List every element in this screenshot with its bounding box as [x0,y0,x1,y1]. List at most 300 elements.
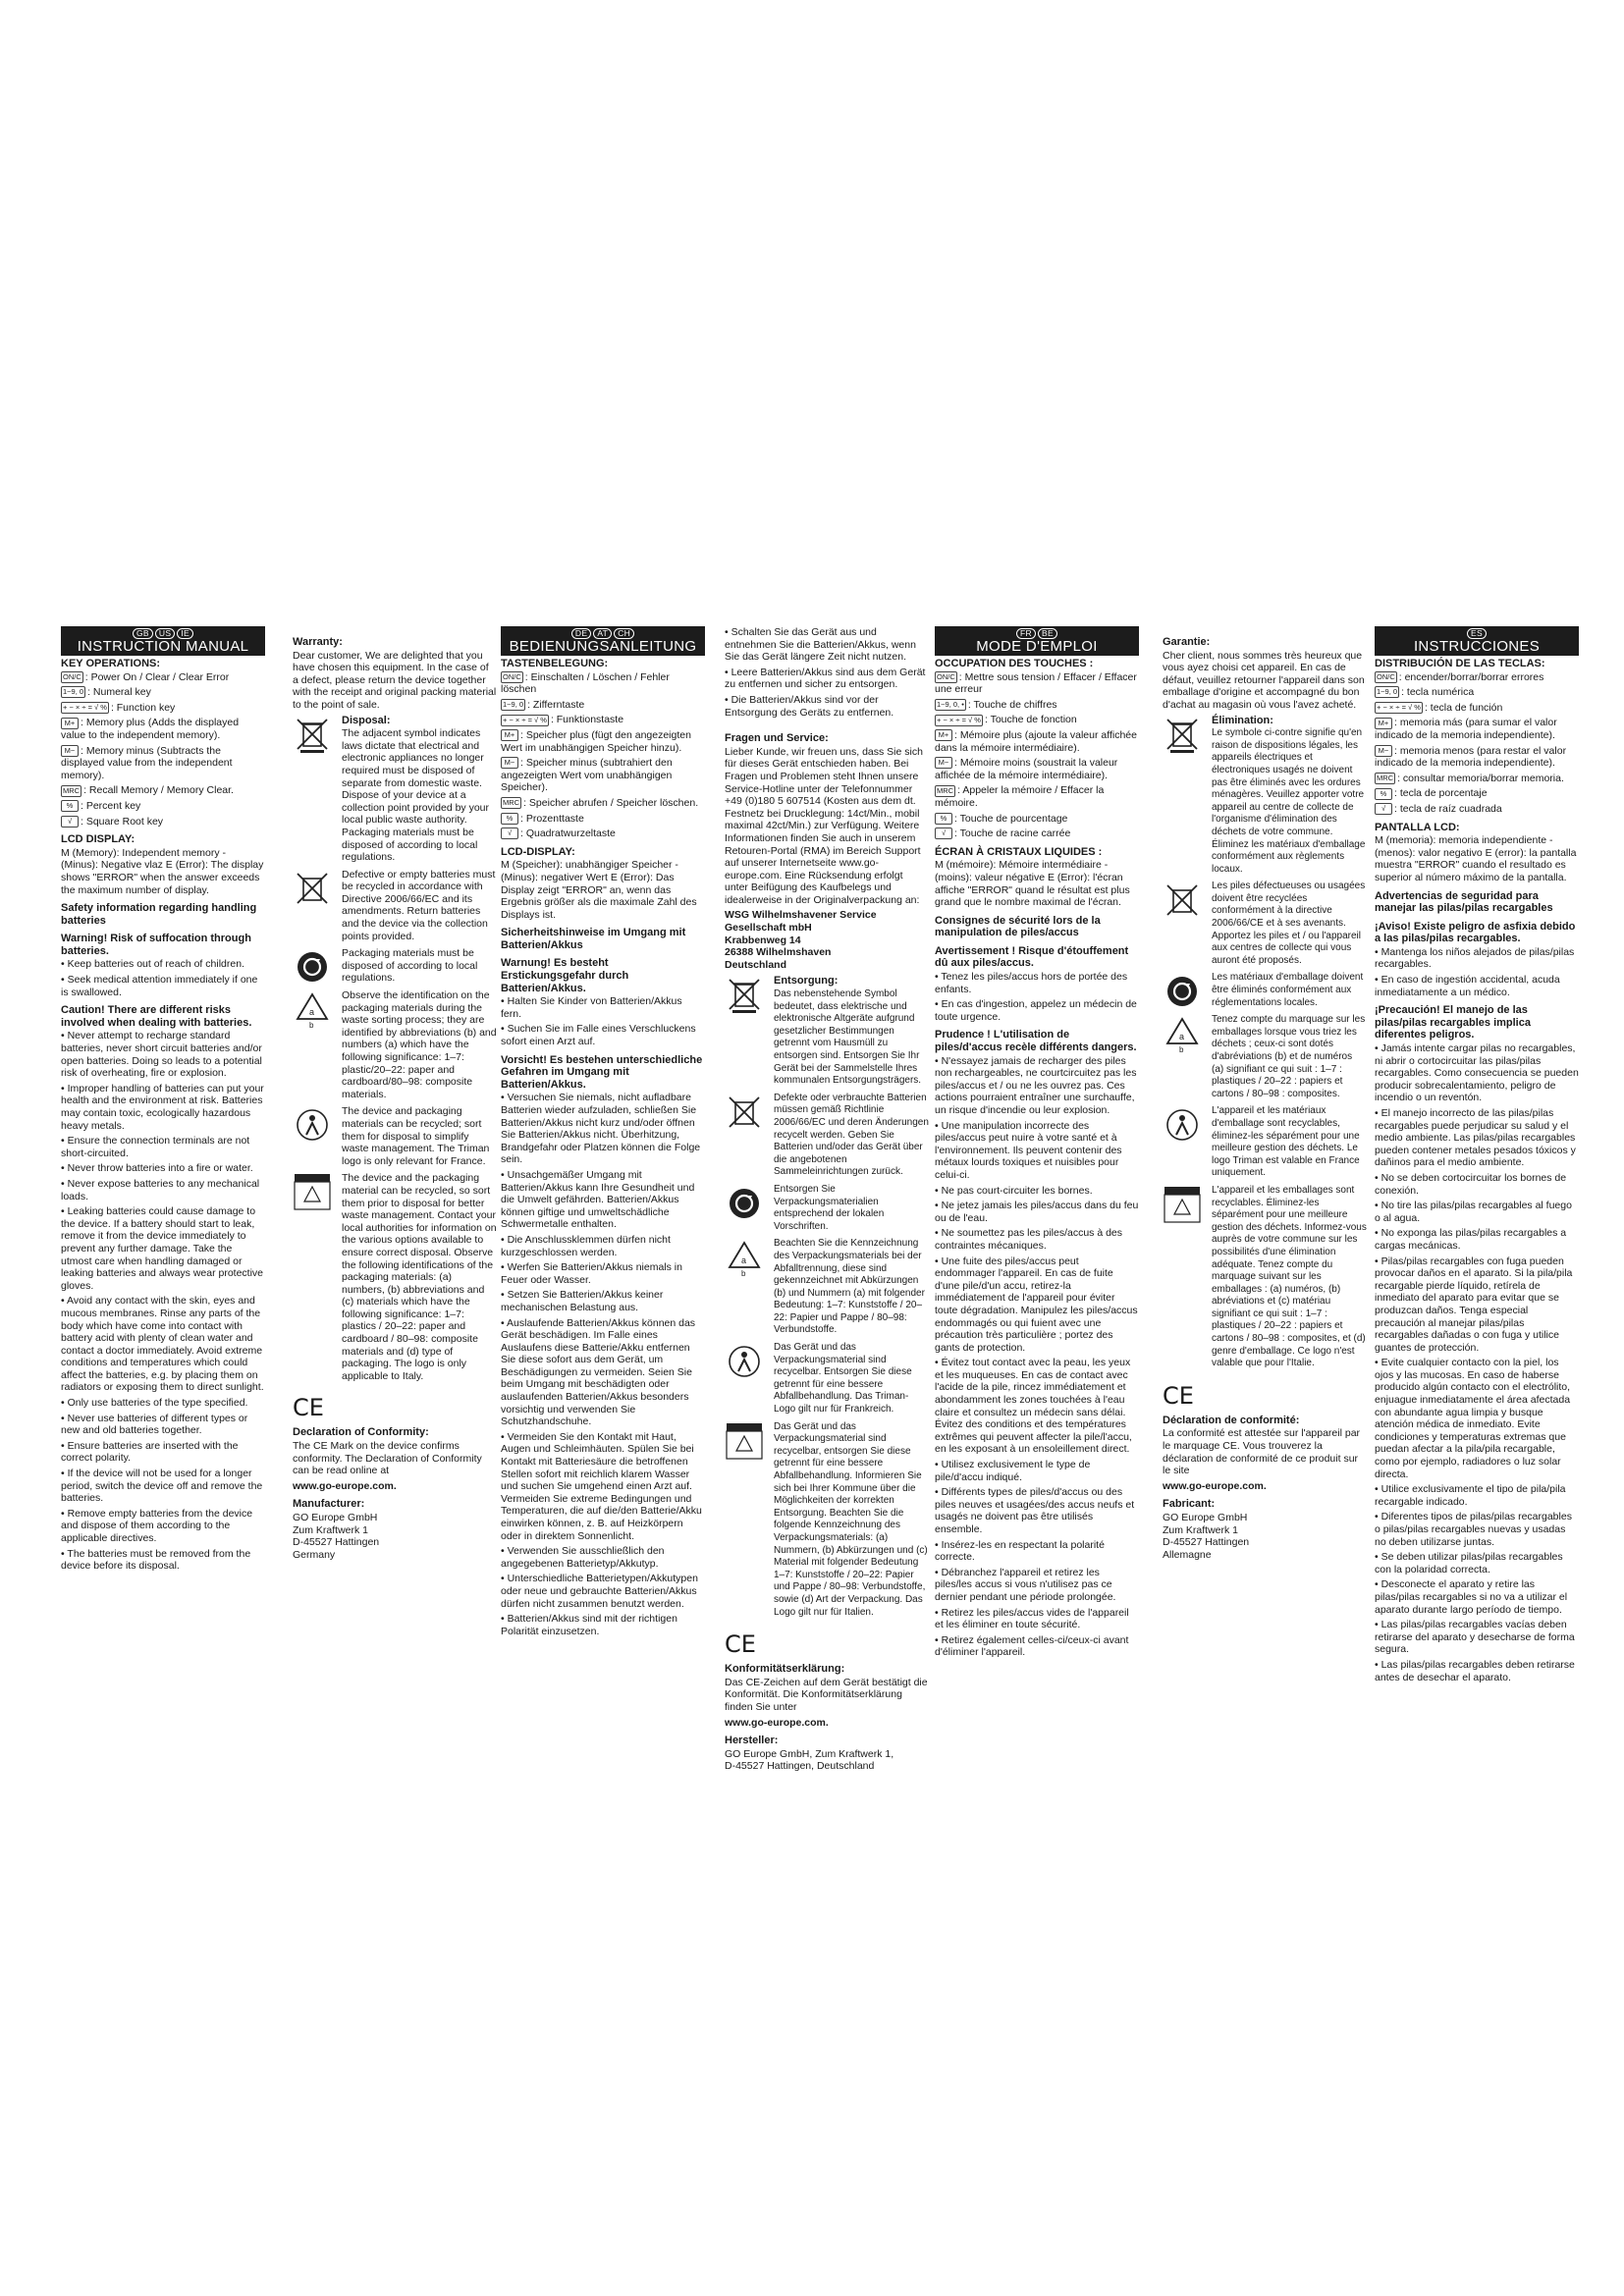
key-icon: MRC [503,798,520,808]
battery-text: Les piles défectueuses ou usagées doivent être recyclées conformément à la directive 2006/66/CE et à ses avenants. Apportez les piles et / ou l'appareil aux centres de collecte qui vous auront été proposés. [1212,881,1366,966]
triman-icon [725,1342,770,1379]
bullet-item: • Improper handling of batteries can put your health and the environment at risk. Batteries may contain toxic, ecologically hazardous heavy metals. [61,1082,264,1132]
key-icon: M− [935,757,952,769]
key-description: : encender/borrar/borrar errores [1398,670,1544,683]
manufacturer-line: GO Europe GmbH [293,1512,378,1523]
flag-badge: ES [1467,628,1487,639]
bullet-item: • Avoid any contact with the skin, eyes and mucous membranes. Rinse any parts of the body which have come into contact with battery acid with plenty of clean water and contact a doctor immediately. Avoid extreme conditions and temperatures which could affect the batteries, e.g. by placing them on radiators or exposing them to direct sunlight. [61,1295,264,1394]
bullet-item: • Tenez les piles/accus hors de portée des enfants. [935,971,1128,995]
bullet-item: • Pilas/pilas recargables con fuga pueden provocar daños en el aparato. Si la pila/pila recargable pierde líquido, retírela de inmediato del aparato para evitar que se produzcan daños. Tenga especial precaución al manejar pilas/pilas recargables dañadas o con fuga y utilice guantes de protección. [1375,1255,1573,1354]
flag-badge: FR [1016,628,1036,639]
column-german-disposal [725,626,929,1773]
manufacturer-line: Zum Kraftwerk 1 [293,1523,369,1536]
bullet-item: • Seek medical attention immediately if one is swallowed. [61,974,258,998]
bullet-item: • If the device will not be used for a longer period, switch the device off and remove the batteries. [61,1468,263,1505]
lcd-text: M (memoria): memoria independiente - (menos): valor negativo E (error): la pantalla muestra "ERROR" cuando el resultado es superior al número máximo de la pantalla. [1375,834,1577,883]
key-line [501,828,705,840]
manufacturer-line: Allemagne [1163,1548,1212,1561]
italy-row [293,1172,497,1385]
battery-text: Defective or empty batteries must be recycled in accordance with Directive 2006/66/EC and its amendments. Return batteries and the device via the collection points provided. [342,868,496,942]
disposal-heading: Élimination: [1212,714,1273,726]
header-band [1375,626,1579,656]
key-description: : Memory minus (Subtracts the displayed value from the independent memory). [61,744,233,781]
conformity-heading: Declaration of Conformity: [293,1426,429,1439]
key-icon: M− [1375,745,1392,757]
key-description: : Touche de fonction [984,714,1077,726]
bullet-item: • Never throw batteries into a fire or water. [61,1162,253,1175]
key-description: : Touche de pourcentage [954,812,1068,825]
bullet-item: • Never attempt to recharge standard batteries, never short circuit batteries and/or open batteries. Doing so leads to a potential risk of overheating, fire or explosion. [61,1030,262,1080]
key-icon: MRC [937,785,954,795]
service-heading: Fragen und Service: [725,732,829,745]
flag-badge: IE [177,628,193,639]
key-operations-heading: TASTENBELEGUNG: [501,658,609,669]
bullet-item: • Ne soumettez pas les piles/accus à des contraintes mécaniques. [935,1227,1123,1252]
key-line [501,757,705,794]
key-description: : Mémoire moins (soustrait la valeur affichée de la mémoire intermédiaire). [935,757,1118,781]
key-line [501,671,705,696]
key-icon: √ [935,828,952,839]
bullet-item: • Ne jetez jamais les piles/accus dans du feu ou de l'eau. [935,1200,1139,1224]
column-french-disposal [1163,626,1367,1561]
key-description: : Touche de chiffres [967,698,1057,711]
key-line [1375,773,1579,785]
battery-row [293,869,497,946]
bullet-item: • Retirez les piles/accus vides de l'appareil et les éliminer en toute sécurité. [935,1606,1129,1631]
recycling-loop-icon [1163,972,1208,1009]
disposal-row [725,975,929,1090]
key-description: : Speicher plus (fügt den angezeigten Wert im unabhängigen Speicher hinzu). [501,728,691,754]
caution-heading: Caution! There are different risks involved when dealing with batteries. [61,1004,252,1029]
triman-icon [293,1105,338,1143]
ce-mark-icon: CE [1163,1381,1194,1410]
conformity-link[interactable]: www.go-europe.com. [293,1479,397,1492]
key-line [61,686,265,699]
bullet-item: • Leere Batterien/Akkus sind aus dem Gerät zu entfernen und sicher zu entsorgen. [725,666,926,691]
key-line [935,671,1139,696]
battery-bin-icon [1163,881,1208,918]
packaging-text: Les matériaux d'emballage doivent être éliminés conformément aux réglementations locales. [1212,972,1364,1008]
column-english-disposal [293,626,497,1561]
flag-badge: DE [571,628,591,639]
key-icon: 1~9, 0 [63,687,84,697]
bullet-item: • Die Anschlussklemmen dürfen nicht kurzgeschlossen werden. [501,1233,671,1258]
conformity-heading: Konformitätserklärung: [725,1663,845,1676]
manufacturer-line: Germany [293,1548,336,1561]
bullet-item: • Retirez également celles-ci/ceux-ci avant d'éliminer l'appareil. [935,1633,1129,1659]
bullet-item: • El manejo incorrecto de las pilas/pilas recargables puede perjudicar su salud y el medio ambiente. Las pilas/pilas recargables pueden contener metales pesados tóxicos y dañinos para el medio ambiente. [1375,1107,1576,1169]
italy-text: L'appareil et les emballages sont recyclables. Éliminez-les séparément pour une meilleure gestion des déchets. Informez-vous auprès de votre commune sur les possibilités d'une élimination adéquate. Tenez compte du marquage suivant sur les emballages : (a) numéros, (b) abréviations et (c) matériau signifiant ce qui suit : 1–7 : plastiques / 20–22 : papiers et cartons / 80–98 : composites, et (d) genre d'emballage. Ce logo n'est valable que pour l'Italie. [1212,1184,1367,1369]
bullet-item: • Se deben utilizar pilas/pilas recargables con la polaridad correcta. [1375,1551,1563,1575]
section-title: BEDIENUNGSANLEITUNG [509,638,697,655]
key-icon: % [1375,788,1392,800]
key-line [501,729,705,754]
key-line [1375,745,1579,770]
key-description: : Speicher minus (subtrahiert den angezeigten Wert vom unabhängigen Speicher). [501,757,673,794]
flag-badge: US [155,628,175,639]
key-description: : Quadratwurzeltaste [520,828,616,840]
key-icon: √ [61,816,79,828]
key-line [1375,803,1579,816]
bullet-item: • Débranchez l'appareil et retirez les piles/les accus si vous n'utilisez pas ce dernier pendant une période prolongée. [935,1566,1116,1603]
bullet-item: • Versuchen Sie niemals, nicht aufladbare Batterien wieder aufzuladen, schließen Sie Batterien/Akkus nicht kurz und/oder öffnen Sie Batterien/Akkus nicht. Überhitzung, Brandgefahr oder Platzen können die Folge sein. [501,1092,701,1166]
key-description: : tecla de función [1424,701,1503,714]
triman-icon [1163,1105,1208,1143]
conformity-link[interactable]: www.go-europe.com. [1163,1479,1267,1492]
flag-badge: CH [614,628,634,639]
key-description: : Zifferntaste [527,698,585,711]
bullet-item: • Utilice exclusivamente el tipo de pila/pila recargable indicado. [1375,1483,1566,1508]
packaging-text: Entsorgen Sie Verpackungsmaterialien entsprechend der lokalen Vorschriften. [774,1183,885,1232]
triman-row [293,1105,497,1170]
service-address-line: Gesellschaft mbH [725,922,812,934]
manufacturer-line: D-45527 Hattingen, Deutschland [725,1760,875,1773]
italy-row [725,1421,929,1623]
section-title: INSTRUCCIONES [1413,638,1541,655]
battery-bin-icon [725,1093,770,1130]
warranty-heading: Garantie: [1163,636,1211,648]
bullet-item: • No exponga las pilas/pilas recargables a cargas mecánicas. [1375,1227,1567,1252]
key-description: : Percent key [81,799,141,812]
bullet-item: • Vermeiden Sie den Kontakt mit Haut, Augen und Schleimhäuten. Spülen Sie bei Kontakt mit Batteriesäure die betroffenen Stellen sofort mit reichlich klarem Wasser und suchen Sie umgehend einen Arzt auf. Vermeiden Sie extreme Bedingungen und Temperaturen, die auf die/den Batterie/Akku einwirken können, z. B. auf Heizkörpern oder in direktem Sonnenlicht. [501,1430,702,1542]
recycling-loop-icon [293,947,338,985]
key-description: : Mémoire plus (ajoute la valeur affichée dans la mémoire intermédiaire). [935,728,1137,754]
svg-text:b: b [1179,1045,1184,1054]
key-description: : Mettre sous tension / Effacer / Effacer une erreur [935,670,1137,696]
bullet-item: • Never expose batteries to any mechanical loads. [61,1177,260,1202]
column-german-manual [501,626,705,1640]
disposal-text: Le symbole ci-contre signifie qu'en raison de dispositions légales, les appareils électriques et électroniques usagés ne doivent pas être éliminés avec les ordures ménagères. Veuillez apporter votre appareil au centre de collecte de l'organisme d'élimination des déchets de votre commune. Éliminez les matériaux d'emballage conformément aux règlements locaux. [1212,727,1366,875]
bullet-item: • Ensure the connection terminals are not short-circuited. [61,1135,250,1159]
packaging-row [293,947,497,988]
key-icon: % [501,813,518,825]
key-operations-heading: DISTRIBUCIÓN DE LAS TECLAS: [1375,658,1545,669]
identification-row [1163,1014,1367,1103]
bullet-item: • Keep batteries out of reach of children. [61,958,244,971]
flag-badge: AT [593,628,612,639]
bullet-item: • No se deben cortocircuitar los bornes de conexión. [1375,1171,1567,1197]
italy-text: The device and the packaging material can be recycled, so sort them prior to disposal for better waste management. Contact your local authorities for information on the various options available to ensure correct disposal. Observe the following identifications of the packaging materials: (a) numbers, (b) abbreviations and (c) materials which have the following significance: 1–7: plastics / 20–22: paper and cardboard / 80–98: composite materials and (d) type of packaging. The logo is only applicable to Italy. [342,1172,497,1382]
key-icon: ON/C [937,671,955,681]
bullet-item: • Différents types de piles/d'accus ou des piles neuves et usagées/des accus neufs et usagés ne doivent pas être utilisés ensemble. [935,1486,1135,1535]
key-description: : Recall Memory / Memory Clear. [83,784,234,797]
bullet-item: • Werfen Sie Batterien/Akkus niemals in Feuer oder Wasser. [501,1261,682,1286]
section-title: MODE D'EMPLOI [976,638,1098,655]
bullet-item: • Desconecte el aparato y retire las pilas/pilas recargables si no va a utilizar el aparato durante largo período de tiempo. [1375,1578,1568,1616]
bullet-item: • Jamás intente cargar pilas no recargables, ni abrir o cortocircuitar las pilas/pilas recargables. Como consecuencia se pueden producir sobrecalentamiento, peligro de incendio o un reventón. [1375,1042,1579,1104]
key-line [935,757,1139,781]
key-line [935,784,1139,809]
bullet-item: • Une manipulation incorrecte des piles/accus peut nuire à votre santé et à l'environnement. Ils peuvent contenir des métaux lourds toxiques et nuisibles pour celui-ci. [935,1119,1122,1181]
bullet-item: • En cas d'ingestion, appelez un médecin de toute urgence. [935,998,1137,1023]
identification-row [293,989,497,1103]
key-description: : tecla de raíz cuadrada [1394,802,1502,815]
conformity-text: The CE Mark on the device confirms conformity. The Declaration of Conformity can be read online at [293,1440,482,1477]
triman-row [725,1342,929,1419]
key-icon: M+ [1375,718,1392,729]
bullet-item: • Las pilas/pilas recargables deben retirarse antes de desechar el aparato. [1375,1658,1575,1683]
svg-text:b: b [309,1021,314,1030]
disposal-text: The adjacent symbol indicates laws dictate that electrical and electronic appliances no longer required must be disposed of separate from domestic waste. Dispose of your device at a collection point provided by your local public waste authority. Packaging materials must be disposed of according to local regulations. [342,727,490,864]
key-line [1375,717,1579,741]
bullet-item: • Only use batteries of the type specified. [61,1397,248,1410]
key-line [935,699,1139,712]
bullet-item: • Auslaufende Batterien/Akkus können das Gerät beschädigen. Im Falle eines Auslaufens diese Batterie/Akku entfernen Sie diese sofort aus dem Gerät, um Beschädigungen zu vermeiden. Seien Sie beim Umgang mit beschädigten oder auslaufenden Batterien/Akkus besonders vorsichtig und verwenden Sie Schutzhandschuhe. [501,1316,696,1428]
service-text: Lieber Kunde, wir freuen uns, dass Sie sich für dieses Gerät entschieden haben. Bei Fragen und Problemen steht Ihnen unsere Service-Hotline unter der Telefonnummer +49 (0)180 5 607514 (Kosten aus dem dt. Festnetz bei Drucklegung: 14ct/Min., mobil maximal 42ct/Min.) zur Verfügung. Weitere Informationen finden Sie auch in unserem Retouren-Portal (RMA) im Bereich Support auf unserer Internetseite www.go-europe.com. Eine Rücksendung erfolgt unter Beifügung des Kaufbelegs und idealerweise in der Originalverpackung an: [725,745,923,906]
key-icon: M+ [935,729,952,741]
bullet-item: • Évitez tout contact avec la peau, les yeux et les muqueuses. En cas de contact avec l'acide de la pile, rincez immédiatement et abondamment les zones touchées à l'eau claire et consultez un médecin sans délai. Évitez des conditions et des températures extrêmes qui peuvent affecter la pile/l'accu, en les exposant à un ensoleillement direct. [935,1357,1132,1456]
header-band [935,626,1139,656]
warning-heading: Warnung! Es besteht Erstickungsgefahr durch Batterien/Akkus. [501,957,629,994]
conformity-text: Das CE-Zeichen auf dem Gerät bestätigt die Konformität. Die Konformitätserklärung finden Sie unter [725,1676,928,1713]
section-title: INSTRUCTION MANUAL [77,638,249,655]
identification-text: Beachten Sie die Kennzeichnung des Verpackungsmaterials bei der Abfalltrennung, diese sind gekennzeichnet mit Abkürzungen (b) und Nummern (a) mit folgender Bedeutung: 1–7: Kunststoffe / 20–22: Papier und Pappe / 80–98: Verbundstoffe. [774,1238,925,1336]
packaging-text: Packaging materials must be disposed of according to local regulations. [342,947,478,985]
header-band [501,626,705,656]
key-icon: + − × ÷ = √ % [937,715,981,724]
manufacturer-line: GO Europe GmbH [1163,1512,1248,1523]
caution-heading: Vorsicht! Es bestehen unterschiedliche Gefahren im Umgang mit Batterien/Akkus. [501,1053,703,1091]
key-icon: 1~9, 0, • [937,700,964,709]
disposal-heading: Disposal: [342,714,391,726]
key-icon: 1~9, 0 [503,700,524,709]
bullet-item: • Leaking batteries could cause damage to the device. If a battery should start to leak, remove it from the device immediately to prevent any further damage. Take the utmost care when handling damaged or leaking batteries and always wear protective gloves. [61,1205,264,1292]
lcd-text: M (mémoire): Mémoire intermédiaire - (moins): valeur négative E (Error): l'écran affiche "ERROR" quand le résultat est plus grand que le nombre maximal de l'écran. [935,859,1130,909]
manufacturer-heading: Fabricant: [1163,1498,1216,1511]
caution-heading: Prudence ! L'utilisation de piles/d'accus recèle différents dangers. [935,1029,1137,1054]
lcd-heading: LCD-DISPLAY: [501,845,575,858]
key-line [501,797,705,810]
key-icon: MRC [63,785,81,795]
bullet-item: • Ensure batteries are inserted with the correct polarity. [61,1439,239,1465]
key-description: : Touche de racine carrée [954,828,1071,840]
key-icon: % [935,813,952,825]
bullet-item: • Unterschiedliche Batterietypen/Akkutypen oder neue und gebrauchte Batterien/Akkus dürfen nicht zusammen benutzt werden. [501,1573,698,1610]
bullet-item: • Unsachgemäßer Umgang mit Batterien/Akkus kann Ihre Gesundheit und die Umwelt gefährden. Batterien/Akkus können giftige und umweltschädliche Schwermetalle enthalten. [501,1168,695,1231]
crossed-bin-icon [725,975,770,1012]
key-icon: % [61,800,79,812]
key-operations-heading: OCCUPATION DES TOUCHES : [935,658,1094,669]
bullet-item: • Diferentes tipos de pilas/pilas recargables o pilas/pilas recargables nuevas y usadas no deben utilizarse juntas. [1375,1511,1572,1548]
warranty-text: Dear customer, We are delighted that you have chosen this equipment. In the case of a defect, please return the device together with the receipt and original packing material to the point of sale. [293,649,497,711]
ce-mark-icon: CE [725,1630,756,1659]
ce-mark-icon: CE [293,1394,324,1422]
lcd-heading: PANTALLA LCD: [1375,821,1460,833]
bullet-item: • Verwenden Sie ausschließlich den angegebenen Batterietyp/Akkutyp. [501,1545,665,1570]
bullet-item: • Never use batteries of different types or new and old batteries together. [61,1412,248,1437]
bullet-item: • Batterien/Akkus sind mit der richtigen Polarität einzusetzen. [501,1613,677,1637]
lcd-heading: LCD DISPLAY: [61,833,135,846]
recycle-text: L'appareil et les matériaux d'emballage sont recyclables, éliminez-les séparément pour une meilleure gestion des déchets. Le logo Triman est valable en France uniquement. [1212,1105,1360,1179]
key-icon: ON/C [1377,671,1395,681]
key-description: : memoria menos (para restar el valor indicado de la memoria independiente). [1375,744,1567,770]
lcd-text: M (Memory): Independent memory - (Minus): Negative vlaz E (Error): The display shows "ERROR" when the answer exceeds the maximum number of display. [61,846,264,896]
key-line [61,702,265,715]
recycling-loop-icon [725,1184,770,1221]
key-line [1375,787,1579,800]
bullet-item: • Setzen Sie Batterien/Akkus keiner mechanischen Belastung aus. [501,1289,664,1313]
identification-text: Tenez compte du marquage sur les emballages lorsque vous triez les déchets ; ceux-ci sont dotés d'abréviations (b) et de numéros (a) signifiant ce qui suit : 1–7 : plastiques / 20–22 : papiers et cartons / 80–98 : composites. [1212,1014,1366,1099]
recycle-text: The device and packaging materials can be recycled; sort them for disposal to simplify waste management. The Triman logo is only relevant for France. [342,1105,490,1167]
disposal-row [293,715,497,867]
caution-heading: ¡Precaución! El manejo de las pilas/pilas recargables implica diferentes peligros. [1375,1004,1531,1041]
key-line [501,699,705,712]
safety-heading: Advertencias de seguridad para manejar las pilas/pilas recargables [1375,889,1553,915]
battery-text: Defekte oder verbrauchte Batterien müssen gemäß Richtlinie 2006/66/EC und deren Änderungen recycelt werden. Geben Sie Batterien und/oder das Gerät über die angebotenen Sammeleinrichtungen zurück. [774,1092,929,1178]
key-icon: 1~9, 0 [1377,687,1398,697]
key-icon: ON/C [63,671,81,681]
flag-badge: GB [133,628,153,639]
key-line [61,800,265,813]
bullet-item: • Ne pas court-circuiter les bornes. [935,1184,1093,1197]
key-description: : Memory plus (Adds the displayed value to the independent memory). [61,717,240,741]
key-line [935,828,1139,840]
italy-row [1163,1185,1367,1373]
bullet-item: • Las pilas/pilas recargables vacías deben retirarse del aparato y desecharse de forma segura. [1375,1619,1575,1656]
key-line [501,813,705,826]
bullet-item: • En caso de ingestión accidental, acuda inmediatamente a un médico. [1375,974,1560,998]
key-line [1375,671,1579,684]
bullet-item: • Remove empty batteries from the device and dispose of them according to the applicable directives. [61,1507,253,1544]
warning-heading: Avertissement ! Risque d'étouffement dû aux piles/accus. [935,944,1129,970]
key-icon: M− [61,745,79,757]
key-line [935,813,1139,826]
key-description: : tecla de porcentaje [1394,787,1488,800]
header-band [61,626,265,656]
service-address-line: Deutschland [725,958,787,971]
lcd-heading: ÉCRAN À CRISTAUX LIQUIDES : [935,845,1103,858]
safety-heading: Consignes de sécurité lors de la manipulation de piles/accus [935,914,1101,939]
key-description: : Appeler la mémoire / Effacer la mémoire. [935,784,1105,809]
key-line [935,714,1139,726]
key-description: : Square Root key [81,815,164,828]
packaging-row [1163,972,1367,1012]
service-address-line: Krabbenweg 14 [725,934,801,946]
key-line [61,816,265,828]
recycling-triangle-icon [293,989,338,1030]
bullet-item: • No tire las pilas/pilas recargables al fuego o al agua. [1375,1200,1572,1224]
flag-badge: BE [1038,628,1057,639]
manufacturer-line: GO Europe GmbH, Zum Kraftwerk 1, [725,1747,894,1760]
warning-heading: ¡Aviso! Existe peligro de asfixia debido a las pilas/pilas recargables. [1375,920,1576,945]
key-icon: √ [1375,803,1392,815]
conformity-text: La conformité est attestée sur l'appareil par le marquage CE. Vous trouverez la déclaration de conformité de ce produit sur le site [1163,1427,1361,1477]
warranty-heading: Warranty: [293,636,343,648]
key-icon: √ [501,828,518,839]
key-line [501,714,705,726]
conformity-heading: Déclaration de conformité: [1163,1414,1300,1426]
manufacturer-line: D-45527 Hattingen [293,1536,380,1549]
key-description: : Einschalten / Löschen / Fehler löschen [501,670,670,696]
key-line [935,729,1139,754]
key-description: : Prozenttaste [520,812,584,825]
battery-row [1163,881,1367,970]
italy-label-icon [1163,1185,1208,1222]
key-line [61,745,265,782]
bullet-item: • Evite cualquier contacto con la piel, los ojos y las mucosas. En caso de haberse producido algún contacto con el electrólito, enjuague inmediatamente el área afectada con abundante agua limpia y busque atención médica de inmediato. Evite condiciones y temperaturas extremas que puedan afectar a la pila/pila recargable, como por ejemplo, radiadores o luz solar directa. [1375,1357,1571,1480]
service-address-line: WSG Wilhelmshavener Service [725,909,877,922]
key-icon: M+ [501,729,518,741]
bullet-item: • Halten Sie Kinder von Batterien/Akkus fern. [501,995,682,1020]
packaging-row [725,1184,929,1236]
key-description: : Funktionstaste [550,714,624,726]
key-description: : Speicher abrufen / Speicher löschen. [523,796,699,809]
triman-row [1163,1105,1367,1183]
service-address-line: 26388 Wilhelmshaven [725,946,832,959]
manufacturer-heading: Manufacturer: [293,1498,365,1511]
italy-label-icon [293,1172,338,1209]
svg-text:a: a [1179,1032,1185,1042]
conformity-link[interactable]: www.go-europe.com. [725,1716,829,1729]
warning-heading: Warning! Risk of suffocation through batteries. [61,933,251,957]
bullet-item: • Die Batterien/Akkus sind vor der Entsorgung des Geräts zu entfernen. [725,693,894,719]
key-description: : Function key [110,701,176,714]
identification-row [725,1238,929,1340]
key-description: : Numeral key [87,686,151,699]
recycling-triangle-icon [1163,1014,1208,1054]
crossed-bin-icon [1163,715,1208,752]
key-line [61,784,265,797]
italy-label-icon [725,1421,770,1459]
key-line [1375,702,1579,715]
bullet-item: • Une fuite des piles/accus peut endommager l'appareil. En cas de fuite d'une pile/d'un accu, retirez-la immédiatement de l'appareil pour éviter toute dégradation. Manipulez les piles/accus endommagés ou qui fuient avec une précaution très particulière ; portez des gants de protection. [935,1255,1138,1354]
bullet-item: • Utilisez exclusivement le type de pile/d'accu indiqué. [935,1459,1091,1483]
italy-text: Das Gerät und das Verpackungsmaterial sind recycelbar, entsorgen Sie diese getrennt für eine bessere Abfallbehandlung. Informieren Sie sich bei Ihrer Kommune über die Möglichkeiten der korrekten Entsorgung. Beachten Sie die folgende Kennzeichnung des Verpackungsmaterials: (a) Nummern, (b) Abkürzungen und (c) Material mit folgender Bedeutung 1–7: Kunststoffe / 20–22: Papier und Pappe / 80–98: Verbundstoffe, sowie (d) Art der Verpackung. Das Logo gilt nur für Italien. [774,1420,928,1618]
key-icon: M+ [61,718,79,729]
battery-row [725,1093,929,1182]
key-icon: MRC [1377,773,1394,782]
bullet-item: • The batteries must be removed from the device before its disposal. [61,1547,251,1573]
key-description: : Power On / Clear / Clear Error [84,670,230,683]
disposal-text: Das nebenstehende Symbol bedeutet, dass elektrische und elektronische Altgeräte aufgrund gesetzlicher Bestimmungen getrennt vom Hausmüll zu entsorgen sind. Entsorgen Sie Ihr Gerät bei der Sammelstelle Ihres kommunalen Entsorgungsträgers. [774,988,922,1087]
key-icon: ON/C [503,671,521,681]
safety-heading: Safety information regarding handling batteries [61,902,257,927]
key-line [1375,686,1579,699]
recycling-triangle-icon [725,1238,770,1278]
key-icon: + − × ÷ = √ % [503,715,547,724]
manufacturer-line: Zum Kraftwerk 1 [1163,1523,1239,1536]
safety-heading: Sicherheitshinweise im Umgang mit Batterien/Akkus [501,927,686,951]
bullet-item: • Insérez-les en respectant la polarité correcte. [935,1538,1105,1564]
manufacturer-heading: Hersteller: [725,1735,779,1747]
bullet-item: • N'essayez jamais de recharger des piles non rechargeables, ne courtcircuitez pas les piles/accus et / ou ne les ouvrez pas. Ces actions pourraient entraîner une surchauffe, un risque d'incendie ou leur explosion. [935,1054,1137,1116]
bullet-item: • Mantenga los niños alejados de pilas/pilas recargables. [1375,945,1575,971]
key-line [61,717,265,741]
disposal-row [1163,715,1367,880]
recycle-text: Das Gerät und das Verpackungsmaterial sind recycelbar. Entsorgen Sie diese getrennt für eine bessere Abfallbehandlung. Das Triman-Logo gilt nur für Frankreich. [774,1342,912,1415]
svg-text:b: b [741,1269,746,1278]
column-english-manual [61,626,265,1575]
bullet-item: • Schalten Sie das Gerät aus und entnehmen Sie die Batterien/Akkus, wenn Sie das Gerät längere Zeit nicht nutzen. [725,626,916,664]
key-operations-heading: KEY OPERATIONS: [61,658,161,669]
lcd-text: M (Speicher): unabhängiger Speicher - (Minus): negativer Wert E (Error): Das Display zeigt "ERROR" an, wenn das Ergebnis größer als die maximale Zahl des Displays ist. [501,859,697,921]
column-french-manual [935,626,1139,1662]
key-description: : memoria más (para sumar el valor indicado de la memoria independiente). [1375,717,1557,741]
key-icon: + − × ÷ = √ % [63,703,107,712]
key-description: : tecla numérica [1401,686,1475,699]
crossed-bin-icon [293,715,338,752]
svg-text:a: a [741,1255,747,1266]
identification-text: Observe the identification on the packaging materials during the waste sorting process; they are identified by abbreviations (b) and numbers (a) which have the following significance: 1–7: plastic/20–22: paper and cardboard/80–98: composite materials. [342,989,497,1100]
key-description: : consultar memoria/borrar memoria. [1397,772,1564,784]
bullet-item: • Suchen Sie im Falle eines Verschluckens sofort einen Arzt auf. [501,1023,696,1048]
disposal-heading: Entsorgung: [774,975,839,988]
warranty-text: Cher client, nous sommes très heureux que vous ayez choisi cet appareil. En cas de défaut, veuillez retourner l'appareil dans son emballage d'origine et accompagné du bon d'achat au magasin où vous l'avez acheté. [1163,649,1365,711]
key-icon: M− [501,757,518,769]
key-icon: + − × ÷ = √ % [1377,703,1421,712]
column-spanish-manual [1375,626,1579,1686]
svg-text:a: a [309,1007,315,1018]
